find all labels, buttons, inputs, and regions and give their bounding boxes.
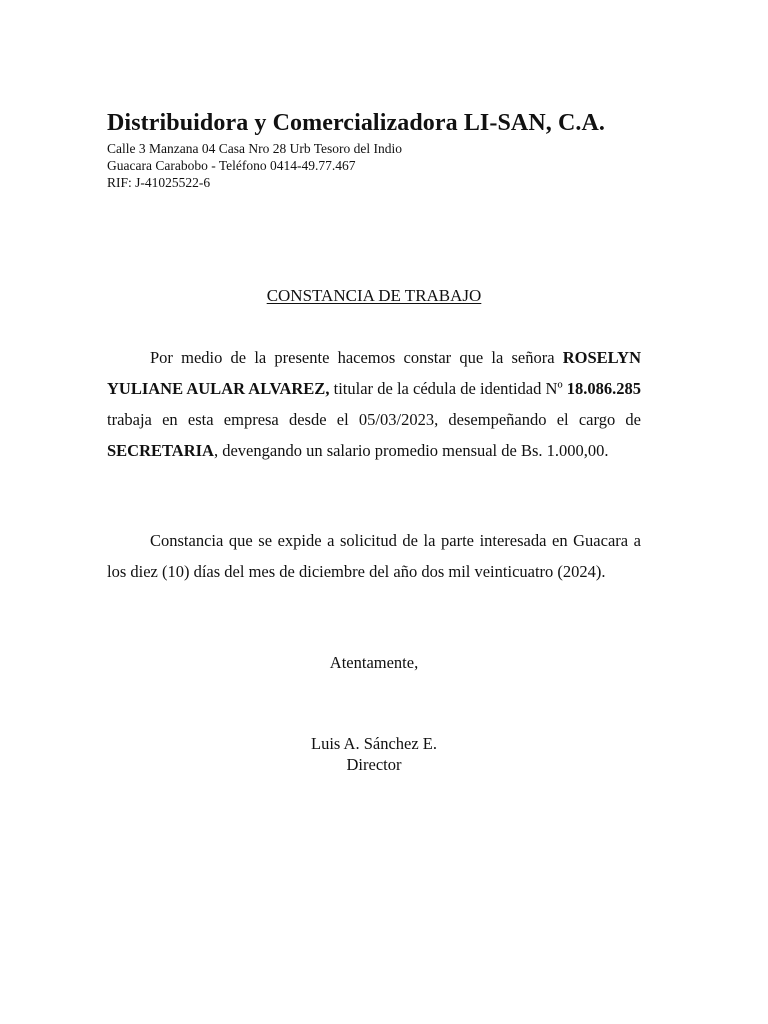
company-name: Distribuidora y Comercializadora LI-SAN, C.A.: [107, 110, 606, 136]
body-paragraph-2: [107, 525, 641, 587]
closing-salutation: Atentamente,: [329, 653, 419, 672]
para1-text-2: titular de la cédula de identidad Nº: [329, 379, 567, 398]
para1-text-4: , devengando un salario promedio mensual de Bs. 1.000,00.: [213, 441, 609, 460]
document-title: CONSTANCIA DE TRABAJO: [266, 286, 482, 305]
para1-text-1: Por medio de la presente hacemos constar que la señora: [150, 348, 563, 367]
employee-position: SECRETARIA: [107, 441, 214, 460]
employee-name: ROSELYN YULIANE AULAR ALVAREZ,: [107, 348, 641, 398]
para2-text: Constancia que se expide a solicitud de la parte interesada en Guacara a los diez (10) días del mes de diciembre del año dos mil veinticuatro (2024).: [107, 531, 641, 581]
company-address-line-2: Guacara Carabobo - Teléfono 0414-49.77.467: [107, 158, 356, 173]
company-address-line-1: Calle 3 Manzana 04 Casa Nro 28 Urb Tesoro del Indio: [107, 141, 402, 156]
body-paragraph-1: [107, 342, 641, 466]
signer-name: Luis A. Sánchez E.: [310, 734, 437, 753]
signer-title: Director: [346, 755, 402, 774]
employee-id-number: 18.086.285: [566, 379, 641, 398]
para1-text-3: trabaja en esta empresa desde el 05/03/2023, desempeñando el cargo de: [107, 410, 641, 429]
company-rif: RIF: J-41025522-6: [107, 175, 211, 190]
